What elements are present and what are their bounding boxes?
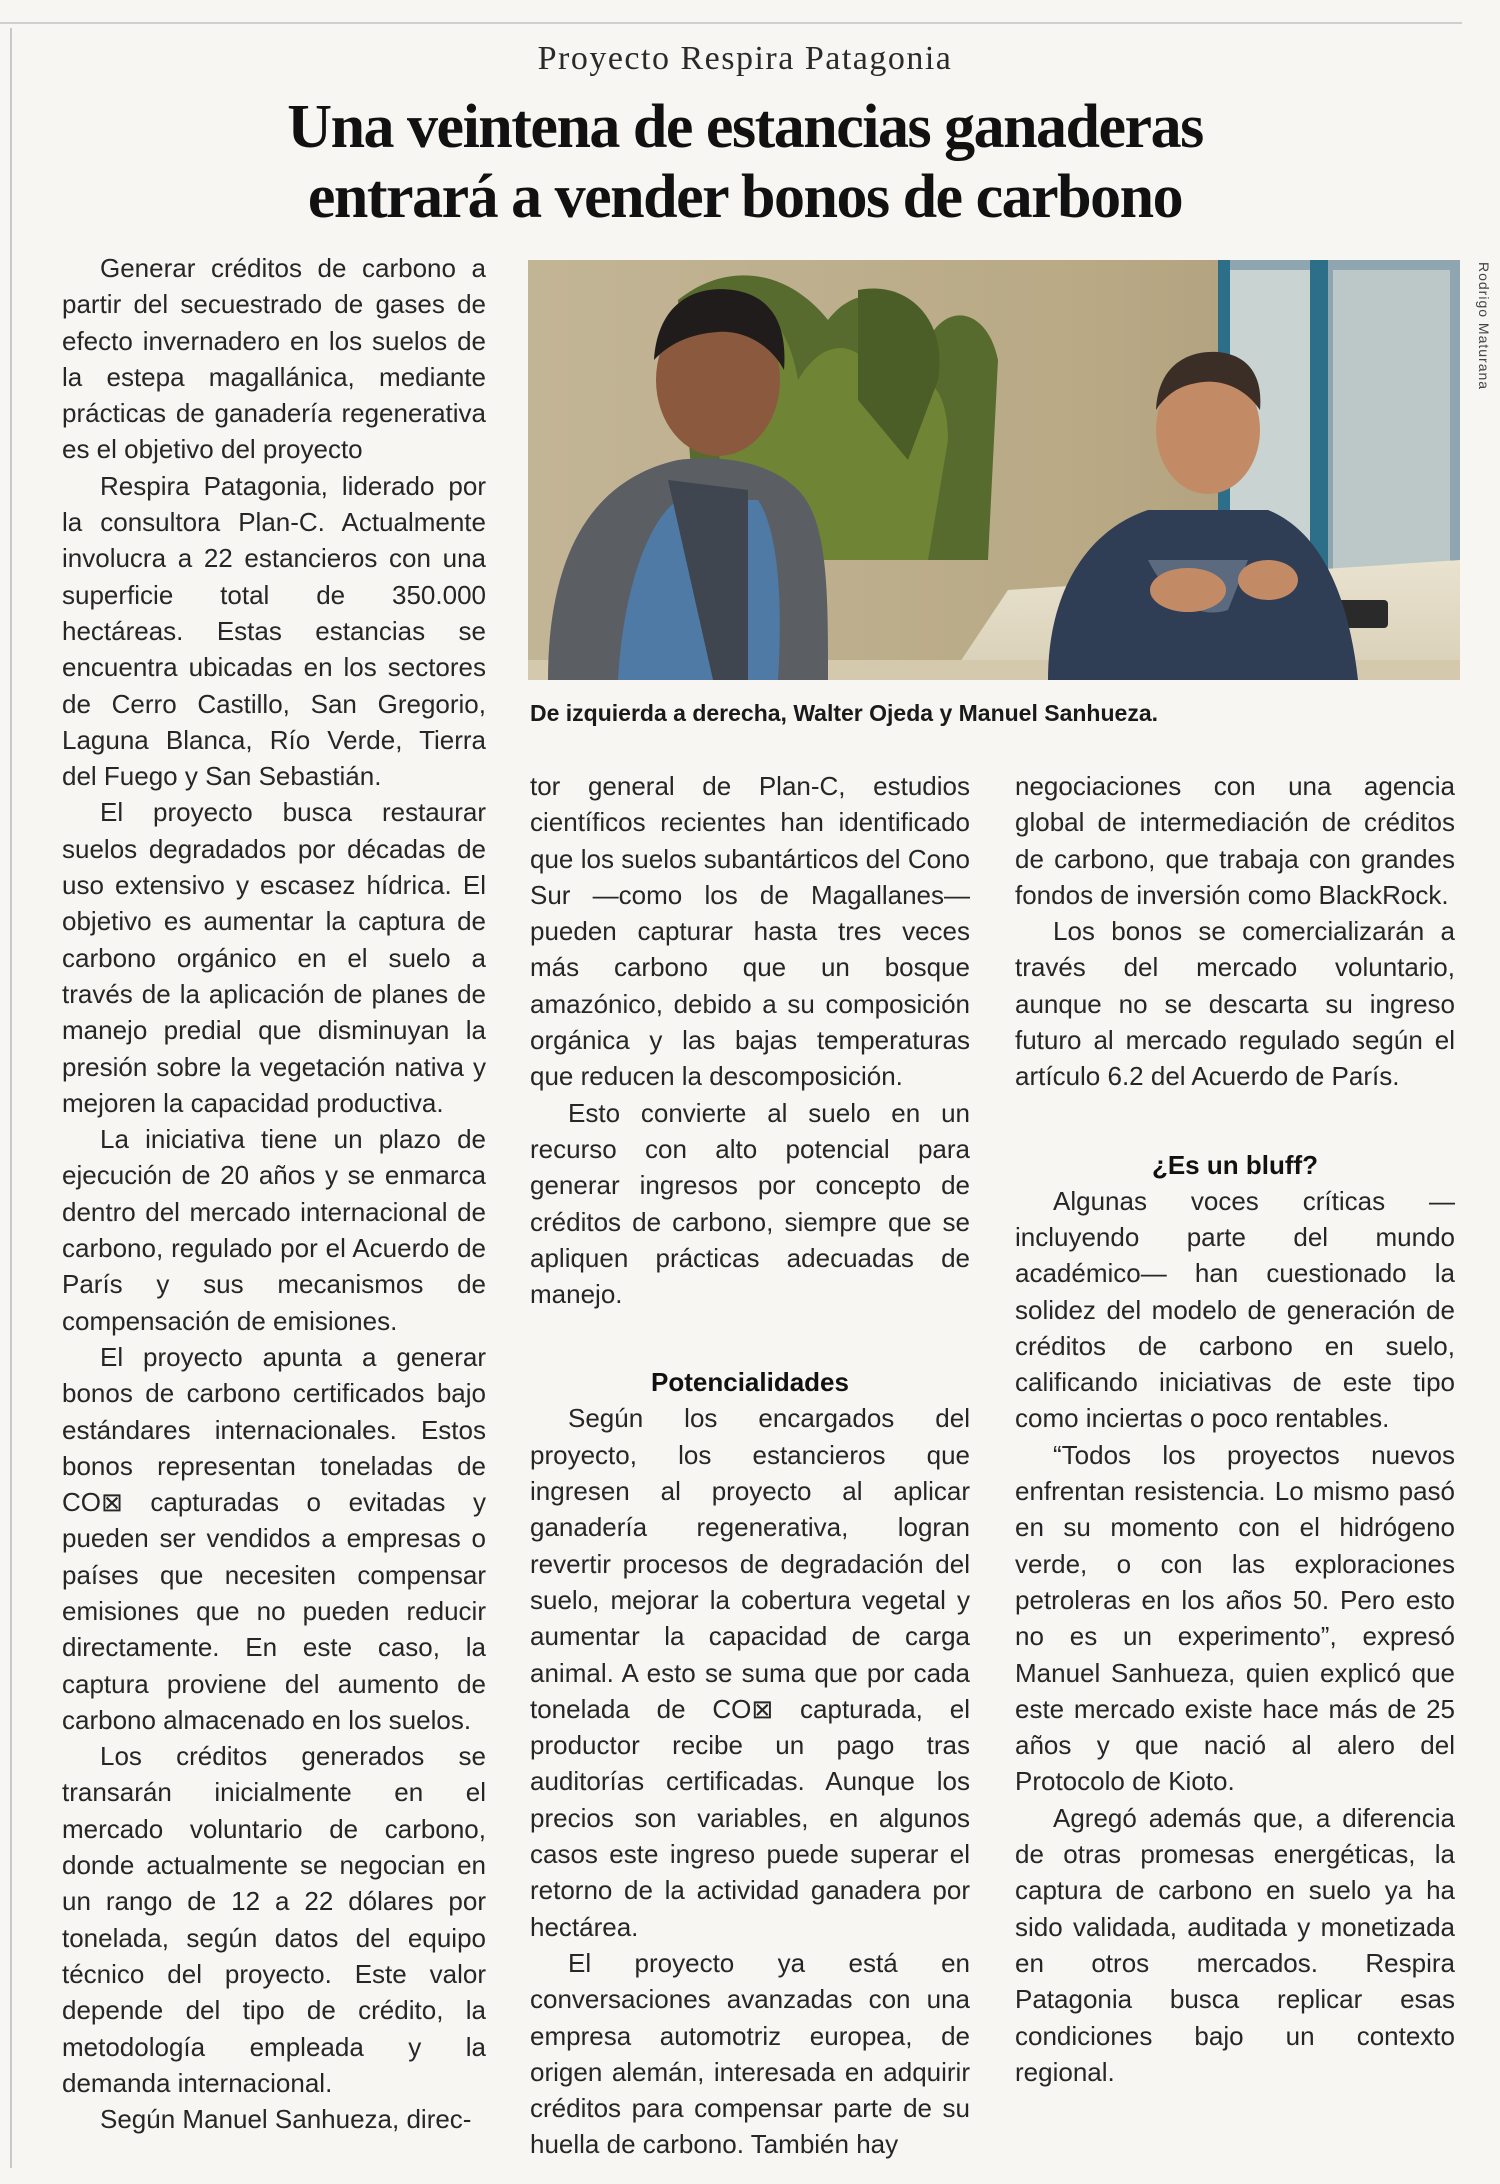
paragraph: El proyecto apunta a generar bonos de carbono certificados bajo estándares internacionales. Estos bonos representan toneladas de CO⊠ capturadas o evitadas y pueden ser vendidos a empresas o países que necesiten compensar emisiones que no pueden reducir directamente. En este caso, la captura proviene del aumento de carbono almacenado en los suelos. <box>62 1341 486 1735</box>
left-column-rule <box>10 28 12 2168</box>
paragraph: La iniciativa tiene un plazo de ejecución de 20 años y se enmarca dentro del mercado internacional de carbono, regulado por el Acuerdo de París y sus mecanismos de compensación de emisiones. <box>62 1124 486 1336</box>
paragraph: Algunas voces críticas —incluyendo parte del mundo académico— han cuestionado la solidez del modelo de generación de créditos de carbono en suelo, calificando iniciativas de este tipo como inciertas o poco rentables. <box>1015 1185 1455 1434</box>
paragraph: Respira Patagonia, liderado por la consultora Plan-C. Actualmente involucra a 22 estancieros con una superficie total de 350.000 hectáreas. Estas estancias se encuentra ubicadas en los sectores de Cerro Castillo, San Gregorio, Laguna Blanca, Río Verde, Tierra del Fuego y San Sebastián. <box>62 470 486 792</box>
headline-line-1: Una veintena de estancias ganaderas <box>287 93 1203 161</box>
paragraph: tor general de Plan-C, estudios científicos recientes han identificado que los suelos subantárticos del Cono Sur —como los de Magallanes— pueden capturar hasta tres veces más carbono que un bosque amazónico, debido a su composición orgánica y las bajas temperaturas que reducen la descomposición. <box>530 771 970 1092</box>
photo-credit: Rodrigo Maturana <box>1476 262 1492 391</box>
subheading-es-un-bluff: ¿Es un bluff? <box>1151 1149 1319 1180</box>
paragraph: “Todos los proyectos nuevos enfrentan resistencia. Lo mismo pasó en su momento con el hidrógeno verde, o con las exploraciones petroleras en los años 50. Pero esto no es un experimento”, expresó Manuel Sanhueza, quien explicó que este mercado existe hace más de 25 años y que nació al alero del Protocolo de Kioto. <box>1015 1439 1455 1797</box>
paragraph: Los bonos se comercializarán a través del mercado voluntario, aunque no se descarta su ingreso futuro al mercado regulado según el artículo 6.2 del Acuerdo de París. <box>1015 916 1455 1092</box>
spacer <box>1015 1095 1455 1147</box>
spacer <box>530 1312 970 1364</box>
headline-line-2: entrará a vender bonos de carbono <box>307 163 1183 231</box>
paragraph: Según los encargados del proyecto, los estancieros que ingresen al proyecto al aplicar ganadería regenerativa, logran revertir procesos de degradación del suelo, mejorar la cobertura vegetal y aumentar la capacidad de carga animal. A esto se suma que por cada tonelada de CO⊠ capturada, el productor recibe un pago tras auditorías certificadas. Aunque los precios son variables, en algunos casos este ingreso puede superar el retorno de la actividad ganadera por hectárea. <box>530 1403 970 1942</box>
paragraph: Generar créditos de carbono a partir del secuestrado de gases de efecto invernadero en los suelos de la estepa magallánica, mediante prácticas de ganadería regenerativa es el objetivo del proyecto <box>62 253 486 465</box>
paragraph: El proyecto busca restaurar suelos degradados por décadas de uso extensivo y escasez hídrica. El objetivo es aumentar la captura de carbono orgánico en el suelo a través de la aplicación de planes de manejo predial que disminuyan la presión sobre la vegetación nativa y mejoren la capacidad productiva. <box>62 797 486 1118</box>
subheading-potencialidades: Potencialidades <box>651 1367 849 1398</box>
photo-caption: De izquierda a derecha, Walter Ojeda y Manuel Sanhueza. <box>530 700 1159 726</box>
paragraph: Los créditos generados se transarán inicialmente en el mercado voluntario de carbono, donde actualmente se negocian en un rango de 12 a 22 dólares por tonelada, según datos del equipo técnico del proyecto. Este valor depende del tipo de crédito, la metodología empleada y la demanda internacional. <box>62 1741 486 2098</box>
article-photo <box>528 260 1460 680</box>
article-column-1 <box>62 250 486 2135</box>
paragraph: Según Manuel Sanhueza, direc- <box>100 2104 472 2135</box>
top-rule <box>0 22 1462 24</box>
article-column-3 <box>1015 768 1455 2130</box>
kicker: Proyecto Respira Patagonia <box>537 40 953 77</box>
paragraph: negociaciones con una agencia global de intermediación de créditos de carbono, que trabaja con grandes fondos de inversión como BlackRock. <box>1015 771 1455 910</box>
paragraph: Agregó además que, a diferencia de otras promesas energéticas, la captura de carbono en suelo ya ha sido validada, auditada y monetizada en otros mercados. Respira Patagonia busca replicar esas condiciones bajo un contexto regional. <box>1015 1802 1455 2087</box>
headline <box>0 92 1490 232</box>
paragraph: Esto convierte al suelo en un recurso con alto potencial para generar ingresos por concepto de créditos de carbono, siempre que se apliquen prácticas adecuadas de manejo. <box>530 1097 970 1310</box>
photo-illustration <box>528 260 1460 680</box>
paragraph: El proyecto ya está en conversaciones avanzadas con una empresa automotriz europea, de origen alemán, interesada en adquirir créditos para compensar parte de su huella de carbono. También hay <box>530 1947 970 2160</box>
article-column-2 <box>530 768 970 2160</box>
